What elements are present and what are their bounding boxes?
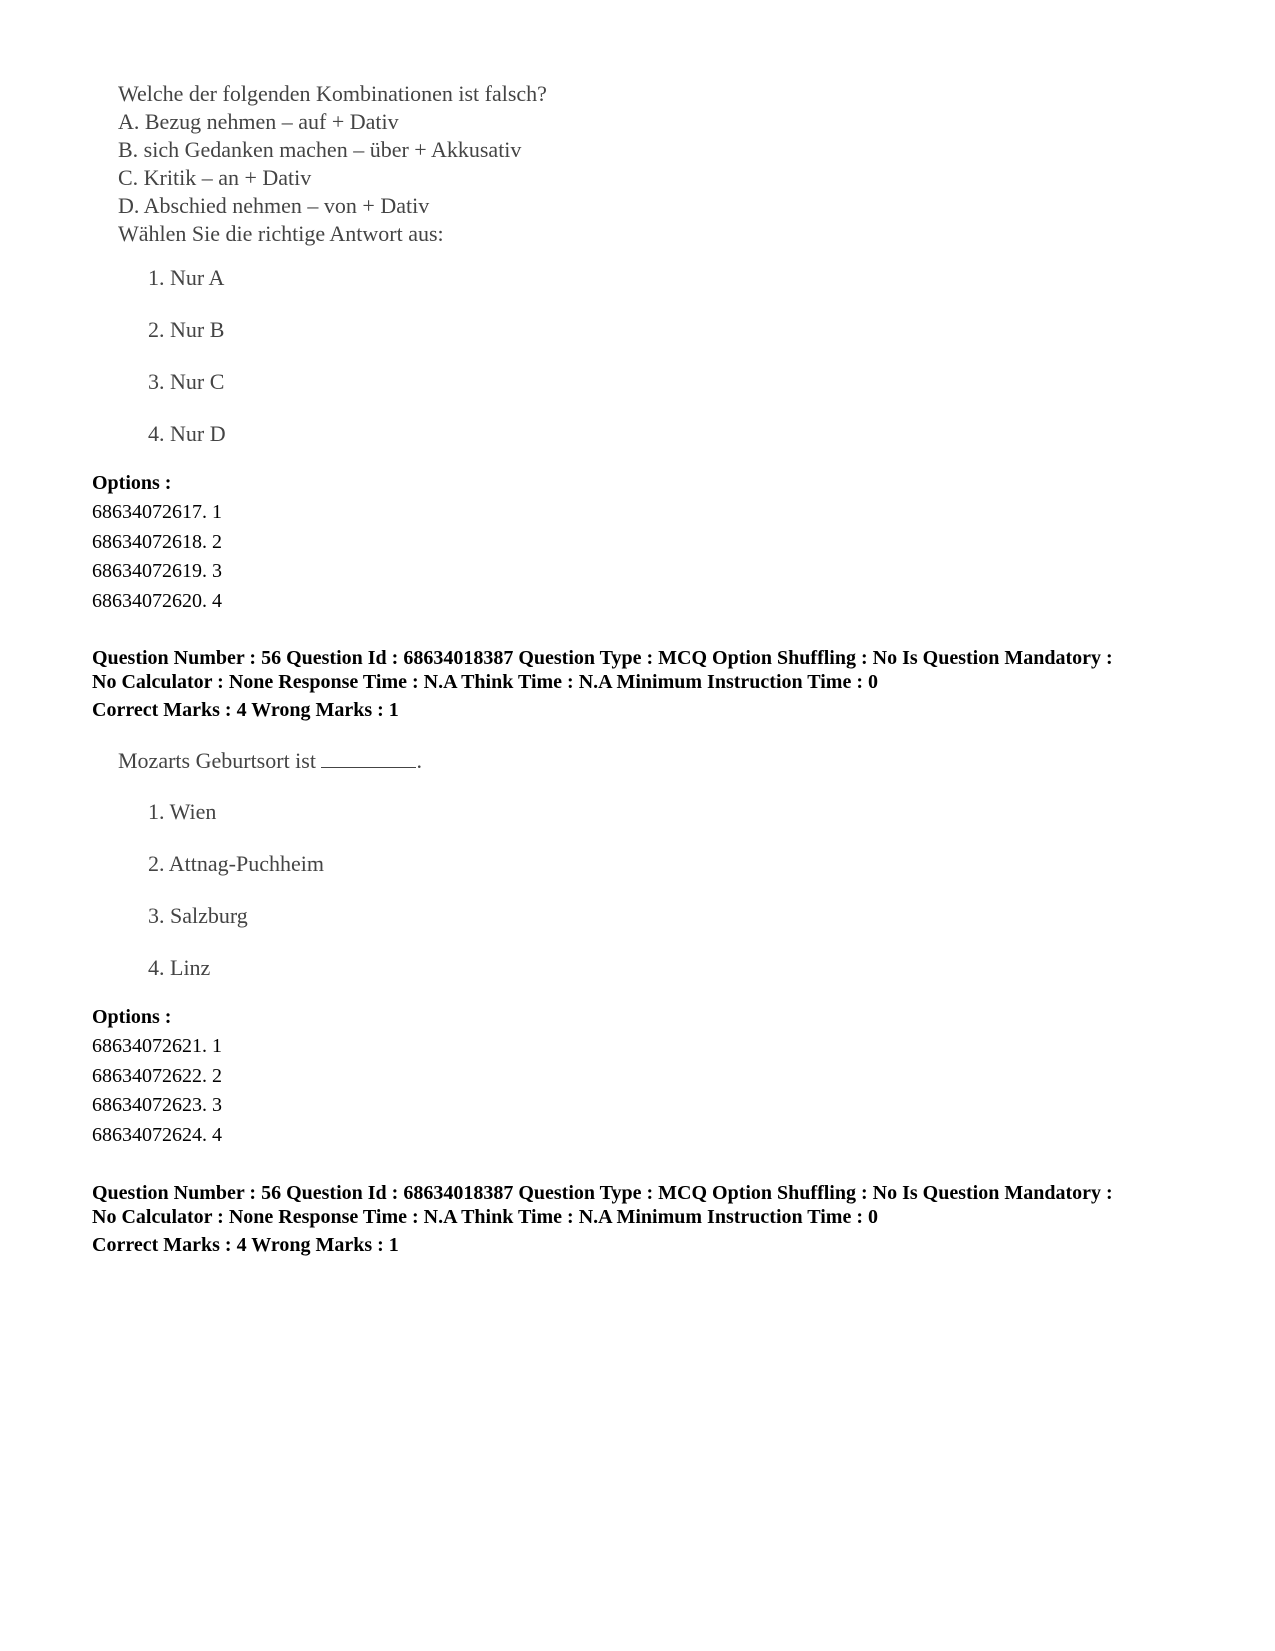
- question-line: Wählen Sie die richtige Antwort aus:: [118, 221, 444, 246]
- answer-choice: 2. Nur B: [148, 317, 225, 342]
- answer-choice: 4. Nur D: [148, 421, 226, 446]
- meta-line: Question Number : 56 Question Id : 68634018387 Question Type : MCQ Option Shuffling : No Is Question Mandatory :: [92, 1182, 1113, 1204]
- meta-line: No Calculator : None Response Time : N.A Think Time : N.A Minimum Instruction Time : 0: [92, 1206, 878, 1228]
- answer-choice: 3. Nur C: [148, 369, 225, 394]
- options-list: [92, 1032, 222, 1150]
- question-text: Mozarts Geburtsort ist: [118, 748, 316, 773]
- answer-choice: 1. Nur A: [148, 265, 225, 290]
- meta-line: No Calculator : None Response Time : N.A Think Time : N.A Minimum Instruction Time : 0: [92, 671, 878, 693]
- question-line: [118, 747, 422, 775]
- question-line: Welche der folgenden Kombinationen ist falsch?: [118, 81, 547, 106]
- option-item: 68634072619. 3: [92, 560, 222, 582]
- meta-line: Question Number : 56 Question Id : 68634018387 Question Type : MCQ Option Shuffling : No Is Question Mandatory :: [92, 647, 1113, 669]
- answer-choice: 4. Linz: [148, 955, 211, 980]
- answer-choice: 3. Salzburg: [148, 903, 248, 928]
- option-item: 68634072623. 3: [92, 1094, 222, 1116]
- options-list: [92, 498, 222, 616]
- option-item: 68634072620. 4: [92, 589, 222, 612]
- question-meta: [92, 1181, 1202, 1257]
- option-item: 68634072621. 1: [92, 1035, 222, 1057]
- options-heading: Options :: [92, 1006, 172, 1028]
- option-item: 68634072618. 2: [92, 530, 222, 553]
- options-heading: Options :: [92, 472, 172, 494]
- question-line: B. sich Gedanken machen – über + Akkusativ: [118, 137, 522, 162]
- marks-line: Correct Marks : 4 Wrong Marks : 1: [92, 699, 399, 721]
- question-end: .: [416, 748, 422, 773]
- question-line: D. Abschied nehmen – von + Dativ: [118, 193, 430, 218]
- answer-choice: 2. Attnag-Puchheim: [148, 851, 324, 876]
- question-line: C. Kritik – an + Dativ: [118, 165, 312, 190]
- fill-in-blank: [321, 749, 416, 768]
- question-line: A. Bezug nehmen – auf + Dativ: [118, 109, 399, 134]
- marks-line: Correct Marks : 4 Wrong Marks : 1: [92, 1234, 399, 1256]
- answer-choice: 1. Wien: [148, 799, 217, 824]
- question-image-1: [118, 80, 547, 446]
- option-item: 68634072622. 2: [92, 1064, 222, 1087]
- question-meta: [92, 646, 1202, 722]
- option-item: 68634072617. 1: [92, 501, 222, 523]
- option-item: 68634072624. 4: [92, 1123, 222, 1146]
- question-image-2: [118, 747, 422, 980]
